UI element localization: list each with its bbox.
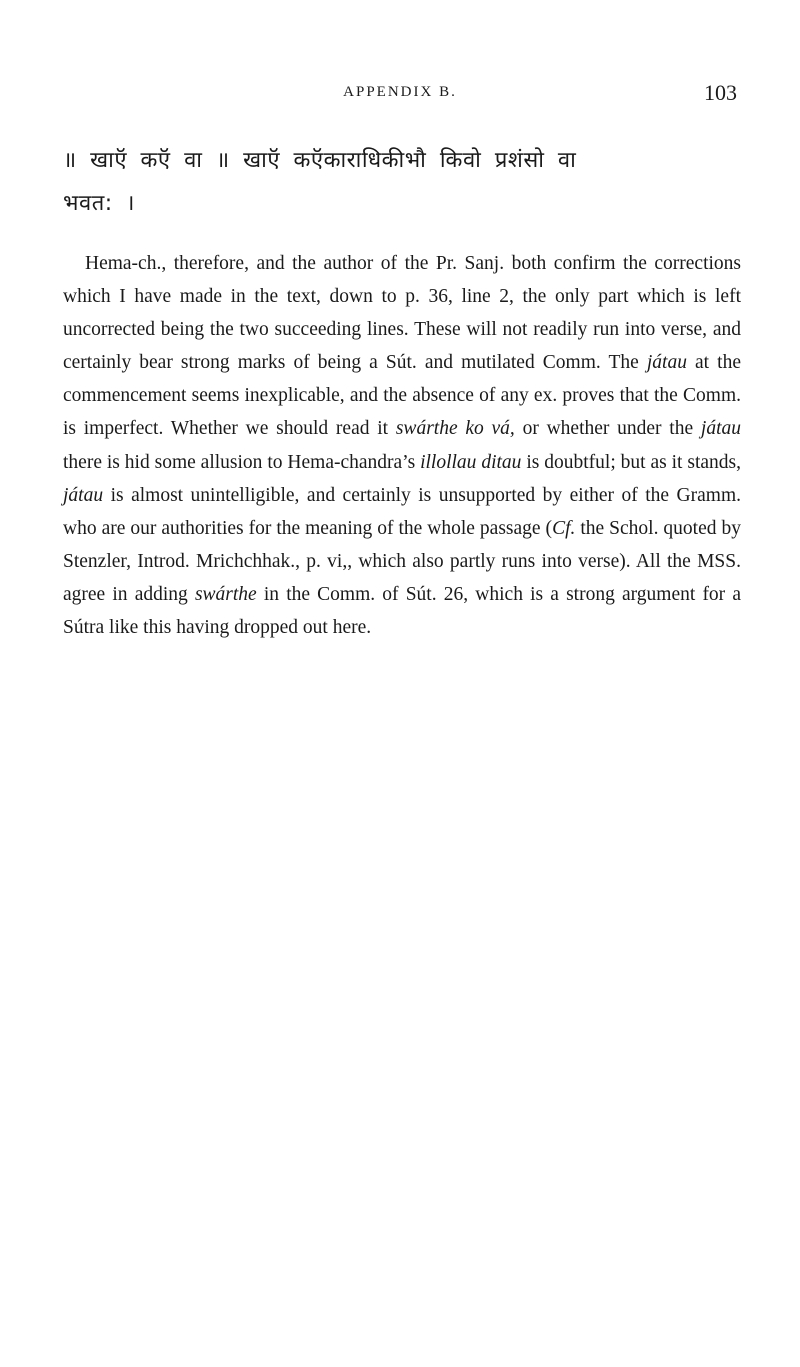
italic-term: Cf. (552, 517, 576, 539)
text-segment: or whether under the (514, 418, 701, 440)
text-segment: Hema-ch., therefore, and the author of the Pr. Sanj. both confirm the corrections which I have made in the text, down to p. 36, line 2, the only part which is left uncorrected being the two succeeding lines. These will not readily run into verse, and certainly bear strong marks of being a Sút. and mutilated Comm. The (63, 253, 741, 374)
italic-term: swárthe ko vá, (395, 418, 515, 440)
sanskrit-line-1: ॥ खाऍ कऍ वा ॥ खाऍ कऍकाराधिकीभौ किवो प्रशंसो वा (63, 148, 577, 173)
italic-term: illollau ditau (420, 451, 522, 473)
text-segment: at the commencement seems inexplicable, and the absence of any ex. proves that the Comm. is imperfect. Whether we should read it (63, 352, 741, 440)
italic-term: swárthe (194, 583, 257, 605)
text-segment: the Schol. quoted by Stenzler, Introd. Mrichchhak., p. vi,, which also partly runs into verse). All the MSS. agree in adding (63, 517, 741, 605)
body-paragraph (63, 247, 741, 644)
running-title: APPENDIX B. (343, 84, 457, 100)
text-segment: is doubtful; but as it stands, (521, 451, 741, 473)
italic-term: játau (700, 418, 741, 440)
sanskrit-line-2: भवत: । (63, 191, 135, 216)
text-segment: is almost unintelligible, and certainly is unsupported by either of the Gramm. who are our authorities for the meaning of the whole passage ( (63, 484, 741, 539)
text-segment: there is hid some allusion to Hema-chandra’s (63, 451, 421, 473)
text-segment: in the Comm. of Sút. 26, which is a strong argument for a Sútra like this having dropped out here. (63, 583, 741, 639)
italic-term: játau (646, 352, 687, 374)
page-number: 103 (704, 80, 737, 105)
italic-term: játau (63, 484, 104, 506)
sanskrit-sutra (63, 139, 739, 225)
